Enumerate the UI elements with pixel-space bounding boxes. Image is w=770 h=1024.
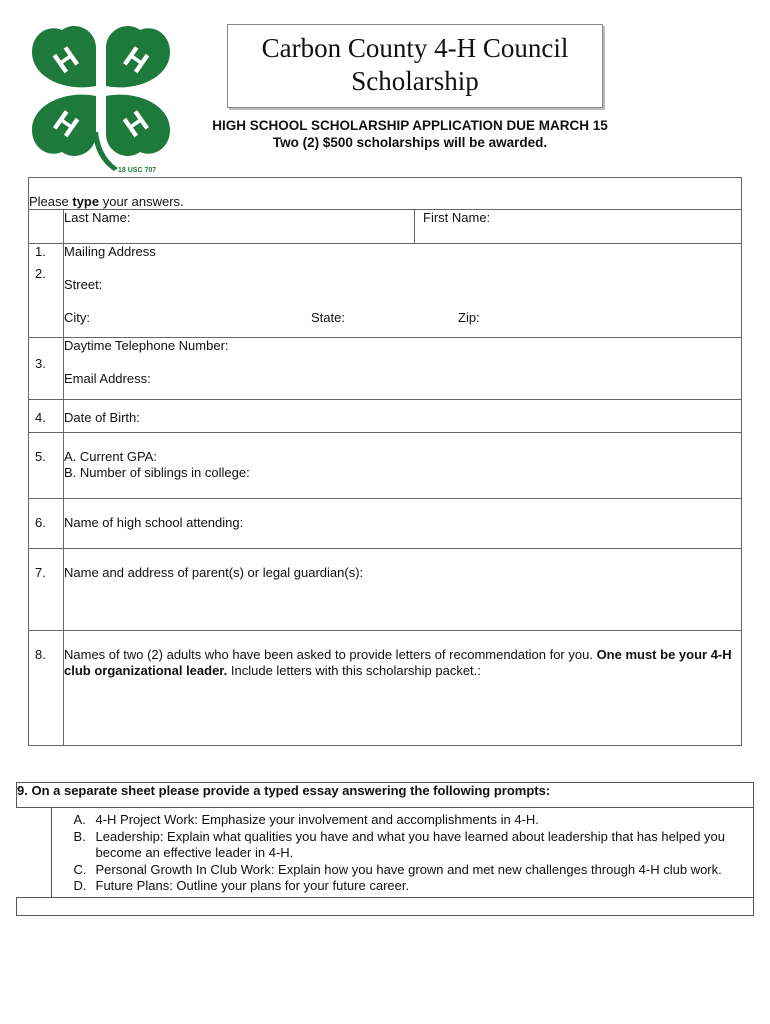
4h-clover-logo: [26, 22, 176, 174]
instructions: [29, 178, 742, 210]
references-field[interactable]: [64, 631, 742, 746]
references-bold: One must be your 4-H club organizational leader.: [64, 647, 732, 678]
prompt-a: A. 4-H Project Work: Emphasize your involvement and accomplishments in 4-H.: [73, 812, 539, 827]
zip-label: Zip:: [458, 310, 480, 325]
svg-text:H: H: [117, 40, 155, 81]
parents-label: Name and address of parent(s) or legal guardian(s):: [64, 565, 364, 580]
state-label: State:: [311, 310, 345, 325]
svg-text:H: H: [47, 104, 85, 145]
q6-number: 6.: [29, 499, 64, 549]
essay-prompts: [51, 808, 754, 898]
q2-number: 2.: [29, 244, 64, 338]
dob-field[interactable]: [64, 400, 742, 433]
q8-number: 8.: [29, 631, 64, 746]
essay-footer-row: [17, 897, 754, 915]
essay-section: [16, 782, 754, 916]
svg-text:18 USC 707: 18 USC 707: [118, 167, 157, 174]
svg-text:H: H: [117, 104, 155, 145]
city-label: City:: [64, 310, 90, 325]
prompt-b: B. Leadership: Explain what qualities you have and what you have learned about leadership that has helped you become an effective leader in 4-H.: [73, 828, 725, 860]
title-box: [227, 24, 603, 108]
deadline-text: HIGH SCHOOL SCHOLARSHIP APPLICATION DUE MARCH 15: [212, 118, 608, 133]
last-name-field[interactable]: [64, 210, 415, 244]
high-school-field[interactable]: [64, 499, 742, 549]
q1-number: 1.: [29, 210, 64, 244]
svg-text:H: H: [47, 40, 85, 81]
instructions-prefix: Please: [29, 194, 73, 209]
dob-label: Date of Birth:: [64, 410, 140, 425]
phone-label: Daytime Telephone Number:: [64, 338, 229, 353]
gpa-label: A. Current GPA:: [64, 449, 157, 464]
siblings-label: B. Number of siblings in college:: [64, 465, 250, 480]
gpa-siblings-field[interactable]: [64, 433, 742, 499]
title-line-1: Carbon County 4-H Council: [261, 33, 569, 63]
q5-number: 5.: [29, 433, 64, 499]
page-title: [228, 25, 602, 98]
last-name-label: Last Name:: [64, 210, 131, 225]
references-suffix: Include letters with this scholarship packet.:: [227, 663, 481, 678]
high-school-label: Name of high school attending:: [64, 515, 244, 530]
essay-heading: 9. On a separate sheet please provide a typed essay answering the following prompts:: [17, 783, 754, 808]
first-name-label: First Name:: [423, 210, 491, 225]
title-line-2: Scholarship: [351, 66, 479, 96]
prompt-c: C. Personal Growth In Club Work: Explain how you have grown and met new challenges through 4-H club work.: [73, 861, 722, 877]
email-label: Email Address:: [64, 371, 151, 386]
mailing-address-field[interactable]: [64, 244, 742, 338]
parents-field[interactable]: [64, 549, 742, 631]
street-label: Street:: [64, 277, 103, 292]
first-name-field[interactable]: [415, 210, 742, 244]
mailing-address-label: Mailing Address: [64, 244, 156, 259]
prompt-d: D. Future Plans: Outline your plans for your future career.: [73, 878, 410, 893]
instructions-bold: type: [72, 194, 100, 209]
references-text: Names of two (2) adults who have been asked to provide letters of recommendation for you.: [64, 647, 597, 662]
q7-number: 7.: [29, 549, 64, 631]
application-form: [28, 177, 742, 746]
contact-field[interactable]: [64, 338, 742, 400]
awards-text: Two (2) $500 scholarships will be awarded.: [272, 135, 548, 150]
q4-number: 4.: [29, 400, 64, 433]
instructions-suffix: your answers.: [99, 194, 184, 209]
q3-number: 3.: [29, 338, 64, 400]
